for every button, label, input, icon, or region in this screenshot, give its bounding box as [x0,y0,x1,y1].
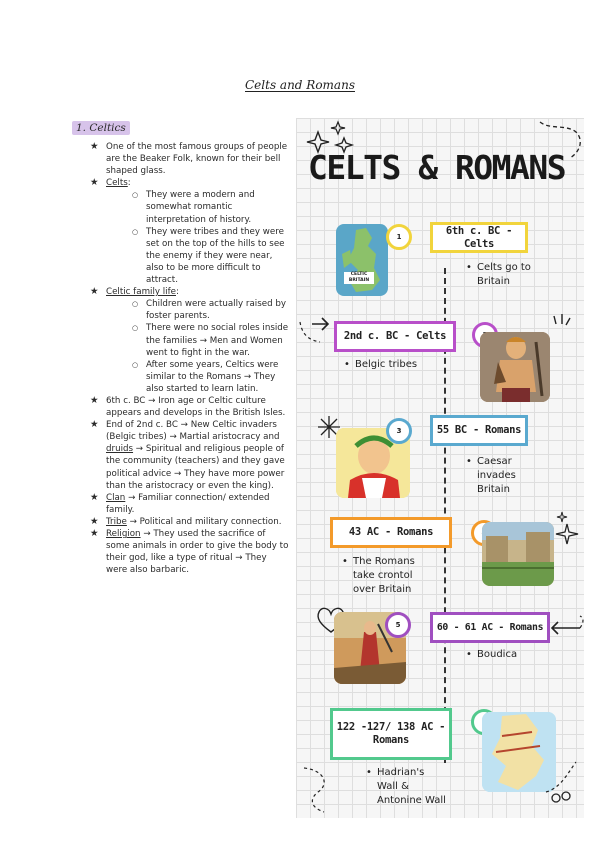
bullet-dot: • [466,262,472,273]
event-5-label: 60 - 61 AC - Romans [430,612,550,643]
page-title: Celts and Romans [245,78,355,92]
event-1-label: 6th c. BC - Celts [430,222,528,253]
bullet-text: Boudica [477,649,518,660]
bullet-text: invades [477,470,516,481]
bullet-text: Britain [477,276,510,287]
note-item [90,528,290,576]
bullet-text: take crontol [353,570,413,581]
note-item [90,395,290,419]
note-item [90,141,290,177]
note-label-religion: Religion [106,529,141,539]
sub-note: ○ After some years, Celtics were similar to the Romans → They also started to learn latin. [132,359,290,395]
event-6-bullet [366,766,446,808]
bullet-text: Hadrian's [377,767,425,778]
arrow-left-doodle-icon [540,618,584,638]
sub-note: ○ Children were actually raised by foster parents. [132,298,290,322]
event-1-bullet [466,261,531,289]
notes-list [90,141,290,576]
bullet-text: Belgic tribes [355,359,418,370]
note-item [90,177,290,286]
bullet-dot: • [344,359,350,370]
note-text: → They used the sacrifice of some animals in order to give the body to their god, like a type of ritual → They were also barbaric. [106,529,289,576]
event-4-bullet [342,555,415,597]
bullet-text: Antonine Wall [377,795,446,806]
bullet-text: The Romans [353,556,415,567]
map-label: CELTIC BRITAIN [348,272,370,283]
note-text: One of the most famous groups of people are the Beaker Folk, known for their bell shaped glass. [106,142,288,177]
event-6-label-line: Romans [372,734,410,746]
dashed-curve-doodle-icon [300,766,336,814]
event-3-bullet [466,455,516,497]
event-2-bullet [344,358,417,372]
event-3-label: 55 BC - Romans [430,415,528,446]
note-item [90,492,290,516]
celtic-warrior-image [480,332,550,402]
event-2-label: 2nd c. BC - Celts [334,321,456,352]
section-heading: 1. Celtics [72,121,130,135]
sub-note: ○ They were tribes and they were set on the top of the hills to see the enemy if they were near, also to be more difficult to attract. [132,226,290,286]
note-text: 6th c. BC → Iron age or Celtic culture appears and develops in the British Isles. [106,395,286,419]
dashed-curve-doodle-icon [298,318,328,348]
event-3-number: 3 [386,418,412,444]
note-text: → Political and military connection. [126,516,282,527]
note-item [90,419,290,492]
note-label-celts: Celts [106,178,128,189]
note-label-family: Celtic family life [106,287,176,298]
event-4-label: 43 AC - Romans [330,517,452,548]
scissors-doodle-icon [542,758,580,806]
note-colon: : [127,178,131,189]
note-text: → Familiar connection/ extended family. [106,492,270,515]
bullet-dot: • [466,649,472,660]
bullet-dot: • [366,767,372,778]
spark-doodle-icon [550,314,572,336]
timeline-infographic [296,118,584,818]
note-item [90,286,290,395]
event-1-number: 1 [386,224,412,250]
note-label-clan: Clan [106,492,126,503]
bullet-text: Celts go to [477,262,531,273]
note-text: End of 2nd c. BC → New Celtic invaders (Belgic tribes) → Martial aristocracy and [106,420,280,443]
event-5-number: 5 [385,612,411,638]
sub-note: ○ They were a modern and somewhat romantic interpretation of history. [132,189,290,225]
note-label-tribe: Tribe [106,516,127,527]
note-label-druids: druids [106,444,134,455]
bullet-dot: • [342,556,348,567]
event-6-label [330,708,452,760]
sub-note: ○ There were no social roles inside the families → Men and Women went to fight in the war. [132,322,290,358]
note-text: → Spiritual and religious people of the community (teachers) and they gave political advice → They have more power than the aristocracy or even the king). [106,444,285,491]
sparkle-doodle-icon [554,510,580,550]
bullet-text: Wall & [377,781,409,792]
infographic-title: CELTS & ROMANS [308,148,566,187]
event-5-bullet [466,648,517,662]
note-colon: : [176,287,179,298]
bullet-text: Britain [477,484,510,495]
bullet-dot: • [466,456,472,467]
celtic-britain-map-image [336,224,388,296]
bullet-text: over Britain [353,584,412,595]
event-6-label-line: 122 -127/ 138 AC - [336,721,446,733]
note-item [90,516,290,528]
roman-bath-image [482,522,554,586]
bullet-text: Caesar [477,456,512,467]
